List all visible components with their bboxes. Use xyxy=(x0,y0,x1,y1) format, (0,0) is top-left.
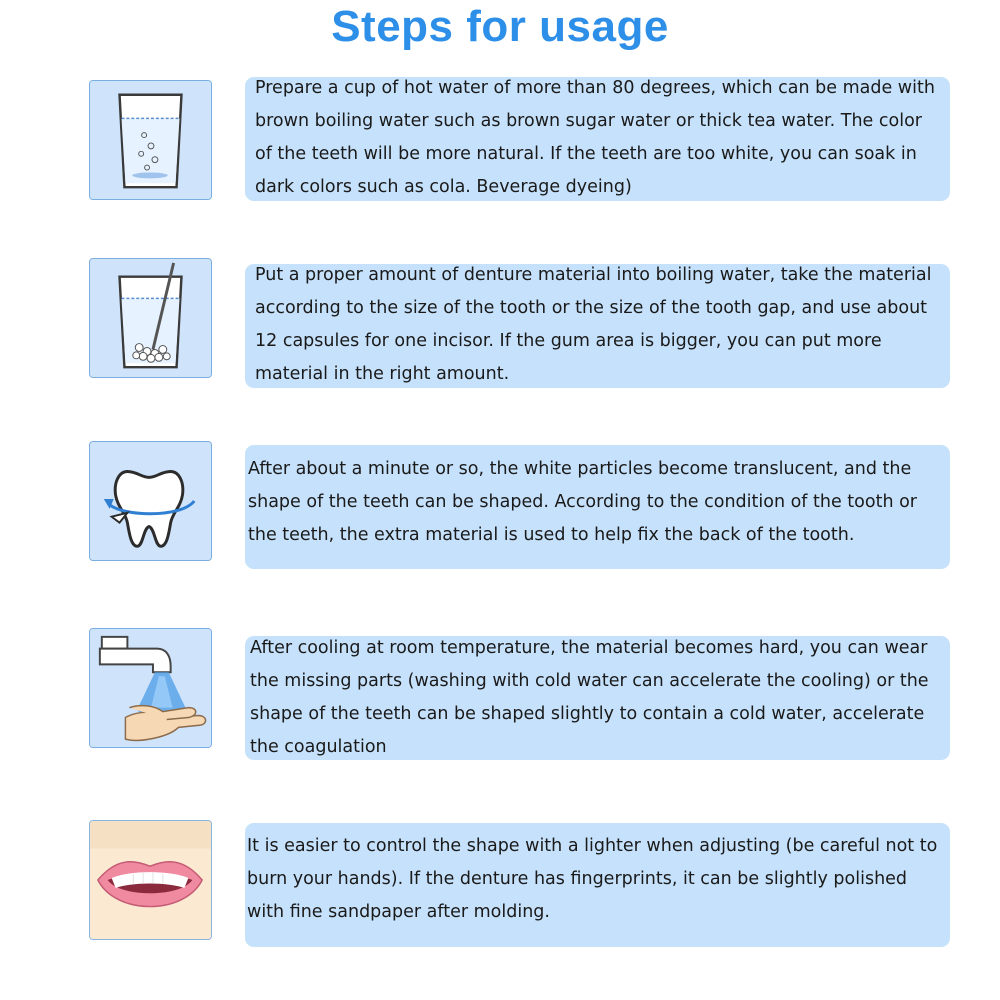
step-1-description xyxy=(245,77,950,201)
step-3-description xyxy=(245,445,950,569)
step-2-text: Put a proper amount of denture material into boiling water, take the material according to the size of the tooth or the size of the tooth gap, and use about 12 capsules for one incisor. If the gum area is bigger, you can put more material in the right amount. xyxy=(255,265,932,384)
smiling-mouth-icon xyxy=(89,820,212,940)
step-4-description xyxy=(245,636,950,760)
glass-with-stirrer-and-granules-icon xyxy=(89,258,212,378)
step-5-description xyxy=(245,823,950,947)
page-title: Steps for usage xyxy=(331,2,669,51)
step-5-text: It is easier to control the shape with a lighter when adjusting (be careful not to burn your hands). If the denture has fingerprints, it can be slightly polished with fine sandpaper after molding. xyxy=(247,836,938,922)
step-3-text: After about a minute or so, the white particles become translucent, and the shape of the teeth can be shaped. According to the condition of the tooth or the teeth, the extra material is used to help fix the back of the tooth. xyxy=(248,459,917,545)
glass-of-water-icon xyxy=(89,80,212,200)
faucet-washing-hands-icon xyxy=(89,628,212,748)
step-1-text: Prepare a cup of hot water of more than 80 degrees, which can be made with brown boiling water such as brown sugar water or thick tea water. The color of the teeth will be more natural. If the teeth are too white, you can soak in dark colors such as cola. Beverage dyeing) xyxy=(255,78,935,197)
step-2-description xyxy=(245,264,950,388)
step-4-text: After cooling at room temperature, the material becomes hard, you can wear the missing parts (washing with cold water can accelerate the cooling) or the shape of the teeth can be shaped slightly to contain a cold water, accelerate the coagulation xyxy=(250,638,929,757)
tooth-icon xyxy=(89,441,212,561)
